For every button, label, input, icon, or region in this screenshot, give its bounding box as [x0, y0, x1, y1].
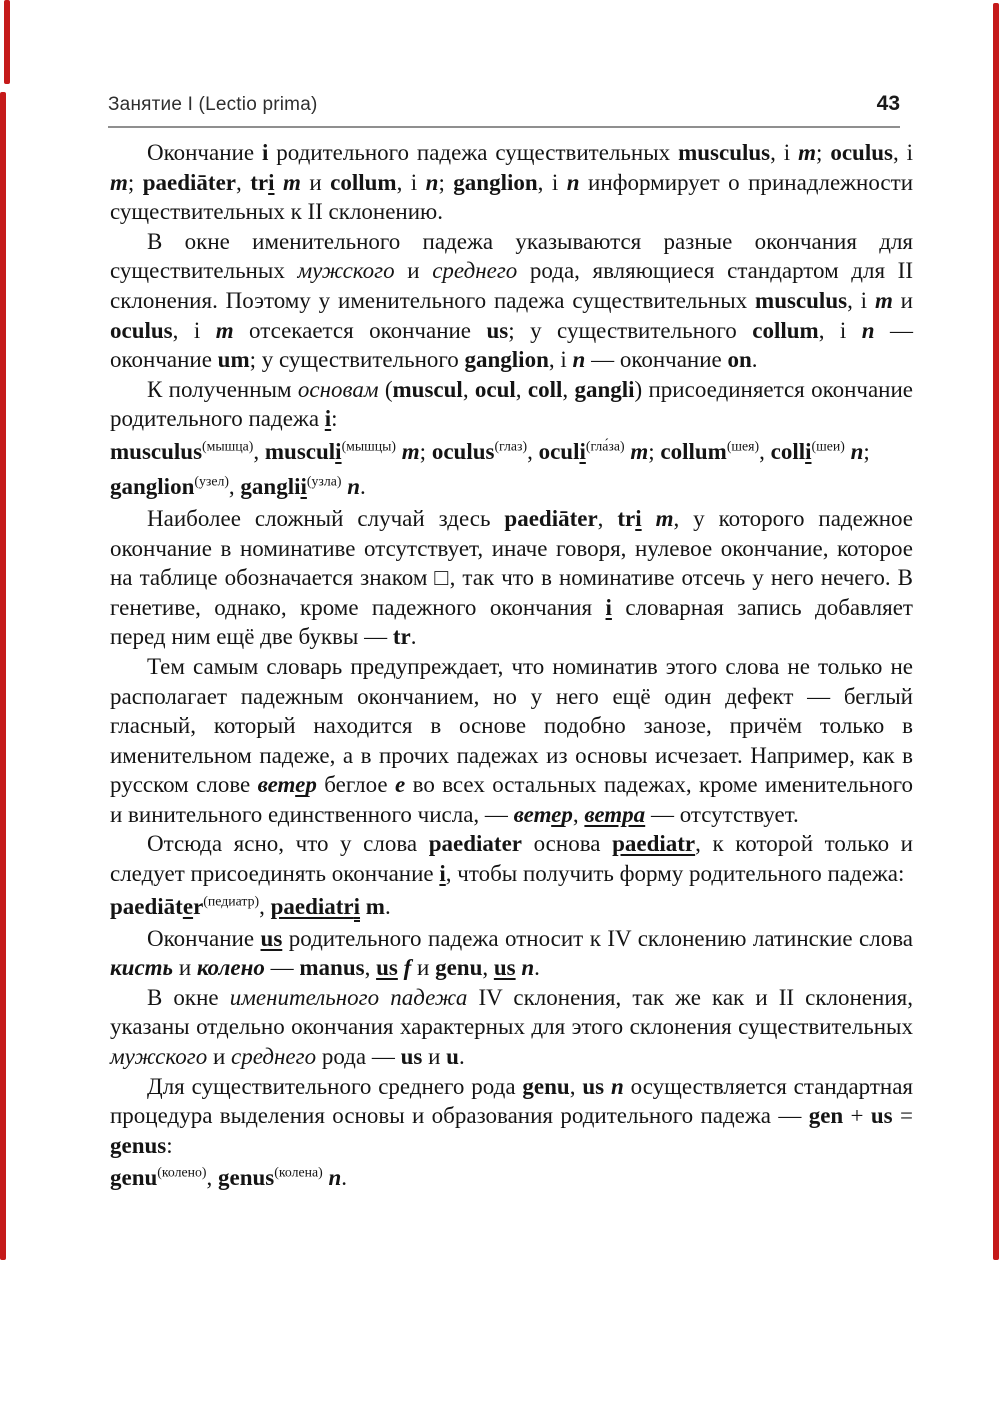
scan-edge-artifact-right: [993, 3, 999, 1260]
paragraph-okonchanie-us: Окончание us родительного падежа относит к IV склонению латинские слова кисть и колено — manus, us f и genu, us n.: [110, 925, 913, 981]
example-musculus-forms: musculus$^{(мышца)}$, musculi$^{(мышцы)}$ m; oculus$^{(глаз)}$, oculi$^{(гла́за)}$ m; collum$^{(шея)}$, colli$^{(шеи)}$ n; ganglion$^{(узел)}$, ganglii$^{(узла)}$ n.: [110, 438, 870, 499]
header-rule: [108, 126, 900, 128]
paragraph-naibolee-slozhnyi: Наиболее сложный случай здесь paediāter, tri m, у которого падежное окончание в номинативе отсутствует, иначе говоря, нулевое окончание, которое на таблице обозначается знаком □, так что в номинативе отсечь у него нечего. В генетиве, однако, кроме падежного окончания i словарная запись добавляет перед ним ещё две буквы — tr.: [110, 505, 914, 650]
scan-edge-artifact-top-left: [4, 0, 10, 84]
paragraph-tem-samym-slovar: Тем самым словарь предупреждает, что номинатив этого слова не только не располагает падежным окончанием, но у него ещё один дефект — беглый гласный, который находится в основе подобно занозе, причём только в именительном падеже, а в прочих падежах из основы исчезает. Например, как в русском слове ветер беглое е во всех остальных падежах, кроме именительного и винительного единственного числа, — ветер, ветра — отсутствует.: [110, 653, 914, 827]
example-paediater-forms: paediāter$^{(педиатр)}$, paediatri m.: [110, 889, 913, 924]
paragraph-v-okne-iv-sklonenia: В окне именительного падежа IV склонения, так же как и II склонения, указаны отдельно окончания характерных для этого склонения существительных мужского и среднего рода — us и u.: [110, 984, 913, 1070]
paragraph-okonchanie-i: Окончание i родительного падежа существительных musculus, i m; oculus, i m; paediāter, tri m и collum, i n; ganglion, i n информирует о принадлежности существительных к II склонению.: [110, 140, 914, 225]
body-text-column: [110, 138, 913, 1195]
paragraph-k-poluchennym-osnovam: К полученным основам (muscul, ocul, coll, gangli) присоединяется окончание родительного падежа i:: [110, 376, 913, 432]
paragraph-v-okne-imenitelnogo: В окне именительного падежа указываются разные окончания для существительных мужского и среднего рода, являющиеся стандартом для II склонения. Поэтому у именительного падежа существительных musculus, i m и oculus, i m отсекается окончание us; у существительного collum, i n — окончание um; у существительного ganglion, i n — окончание on.: [110, 228, 914, 373]
running-title: Занятие I (Lectio prima): [108, 94, 318, 115]
paragraph-otsyuda-yasno: Отсюда ясно, что у слова paediater основа paediatr, к которой только и следует присоединять окончание i, чтобы получить форму родительного падежа:: [110, 831, 913, 887]
scan-edge-artifact-left: [0, 92, 6, 1260]
page-header: [108, 92, 900, 116]
page-number: 43: [876, 92, 900, 115]
paragraph-dlya-sushchestvitelnogo: Для существительного среднего рода genu, us n осуществляется стандартная процедура выделения основы и образования родительного падежа — gen + us = genus:: [110, 1073, 913, 1158]
example-genu-forms: genu$^{(колено)}$, genus$^{(колена)}$ n.: [110, 1164, 347, 1191]
